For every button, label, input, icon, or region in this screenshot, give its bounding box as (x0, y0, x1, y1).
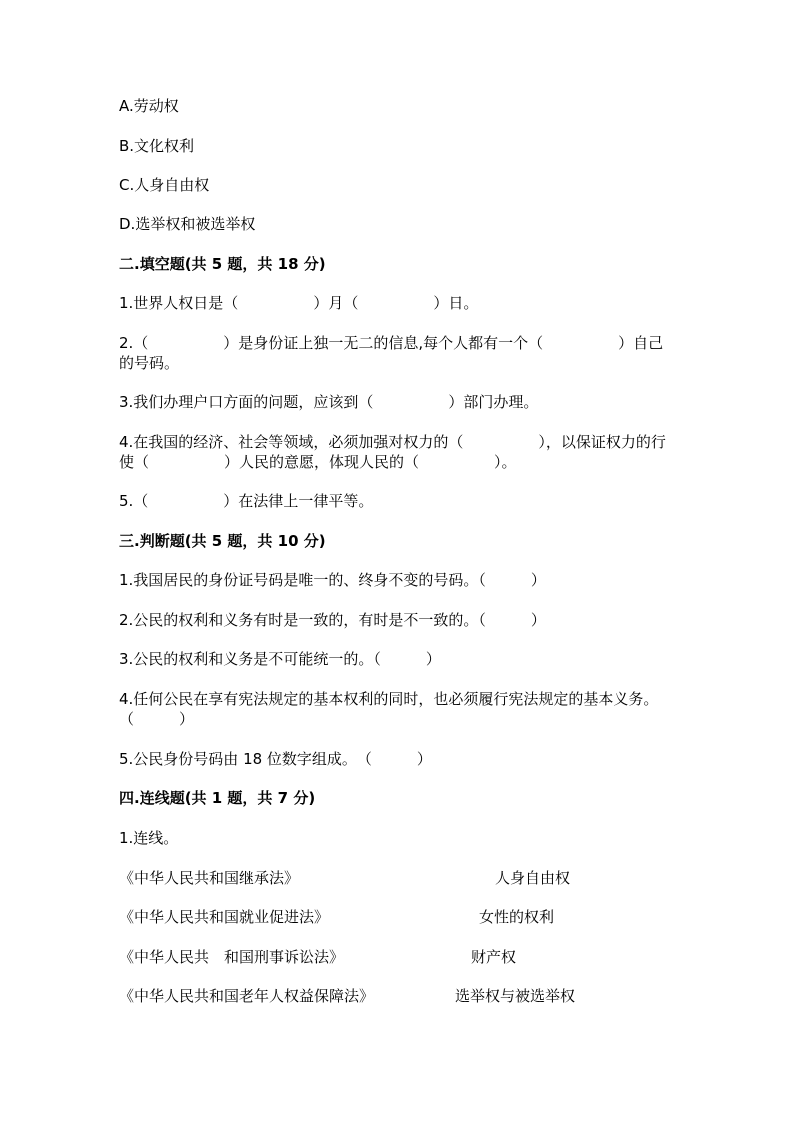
fill-blank-question-5: 5.（ ）在法律上一律平等。 (119, 492, 374, 510)
matching-left-item-4: 《中华人民共和国老年人权益保障法》 (119, 987, 375, 1005)
option-c: C.人身自由权 (119, 176, 210, 194)
true-false-question-1: 1.我国居民的身份证号码是唯一的、终身不变的号码。（ ） (119, 571, 546, 589)
true-false-question-3: 3.公民的权利和义务是不可能统一的。（ ） (119, 650, 441, 668)
true-false-question-2: 2.公民的权利和义务有时是一致的，有时是不一致的。（ ） (119, 611, 546, 629)
true-false-question-4: 4.任何公民在享有宪法规定的基本权利的同时，也必须履行宪法规定的基本义务。（ ） (119, 690, 659, 728)
matching-right-item-1: 人身自由权 (495, 869, 571, 887)
matching-left-item-2: 《中华人民共和国就业促进法》 (119, 908, 330, 926)
fill-blank-question-3: 3.我们办理户口方面的问题，应该到（ ）部门办理。 (119, 393, 539, 411)
matching-right-item-3: 财产权 (471, 948, 517, 966)
section-heading-fill-blank: 二.填空题(共 5 题，共 18 分) (119, 255, 326, 273)
fill-blank-question-4: 4.在我国的经济、社会等领域，必须加强对权力的（ ），以保证权力的行使（ ）人民的意愿，体现人民的（ ）。 (119, 433, 666, 471)
section-heading-matching: 四.连线题(共 1 题，共 7 分) (119, 789, 316, 807)
fill-blank-question-2: 2.（ ）是身份证上独一无二的信息,每个人都有一个（ ）自己的号码。 (119, 334, 664, 372)
option-a: A.劳动权 (119, 97, 179, 115)
matching-question: 1.连线。 (119, 829, 179, 847)
matching-right-item-4: 选举权与被选举权 (455, 987, 576, 1005)
true-false-question-5: 5.公民身份号码由 18 位数字组成。 （ ） (119, 750, 432, 768)
option-d: D.选举权和被选举权 (119, 215, 256, 233)
matching-right-item-2: 女性的权利 (479, 908, 555, 926)
option-b: B.文化权利 (119, 137, 195, 155)
matching-left-item-1: 《中华人民共和国继承法》 (119, 869, 300, 887)
fill-blank-question-1: 1.世界人权日是（ ）月（ ）日。 (119, 294, 479, 312)
matching-left-item-3: 《中华人民共 和国刑事诉讼法》 (119, 948, 345, 966)
section-heading-true-false: 三.判断题(共 5 题，共 10 分) (119, 532, 326, 550)
